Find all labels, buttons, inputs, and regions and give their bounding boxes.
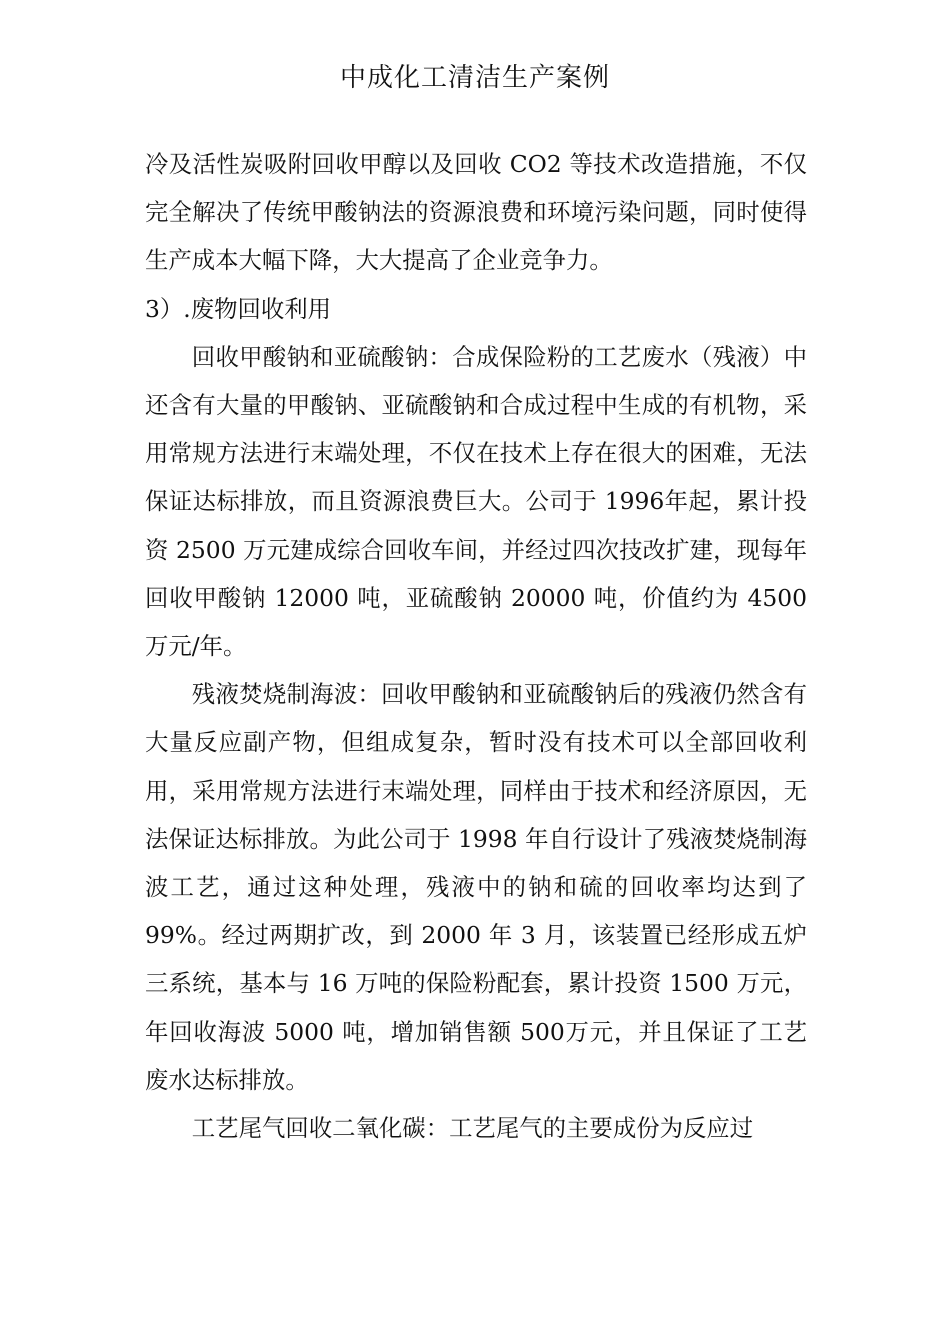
section-heading: 3）.废物回收利用 xyxy=(145,294,332,323)
paragraph-residue-incineration: 残液焚烧制海波：回收甲酸钠和亚硫酸钠后的残液仍然含有大量反应副产物，但组成复杂，暂时没有技术可以全部回收利用，采用常规方法进行末端处理，同样由于技术和经济原因，无法保证达标排放。为此公司于 1998 年自行设计了残液焚烧制海波工艺，通过这种处理，残液中的钠和硫的回收率均达到了 99%。经过两期扩改，到 2000 年 3 月，该装置已经形成五炉三系统，基本与 16 万吨的保险粉配套，累计投资 1500 万元，年回收海波 5000 吨，增加销售额 500万元，并且保证了工艺废水达标排放。 xyxy=(145,680,807,1094)
page-header-title: 中成化工清洁生产案例 xyxy=(339,63,610,93)
paragraph-sodium-formate-recovery: 回收甲酸钠和亚硫酸钠：合成保险粉的工艺废水（残液）中还含有大量的甲酸钠、亚硫酸钠和合成过程中生成的有机物，采用常规方法进行末端处理，不仅在技术上存在很大的困难，无法保证达标排放，而且资源浪费巨大。公司于 1996年起，累计投资 2500 万元建成综合回收车间，并经过四次技改扩建，现每年回收甲酸钠 12000 吨，亚硫酸钠 20000 吨，价值约为 4500 万元/年。 xyxy=(145,342,807,661)
paragraph-co2-recovery: 工艺尾气回收二氧化碳：工艺尾气的主要成份为反应过 xyxy=(191,1114,754,1143)
paragraph-continuation: 冷及活性炭吸附回收甲醇以及回收 CO2 等技术改造措施，不仅完全解决了传统甲酸钠法的资源浪费和环境污染问题，同时使得生产成本大幅下降，大大提高了企业竞争力。 xyxy=(145,150,807,275)
document-body xyxy=(145,140,807,1152)
